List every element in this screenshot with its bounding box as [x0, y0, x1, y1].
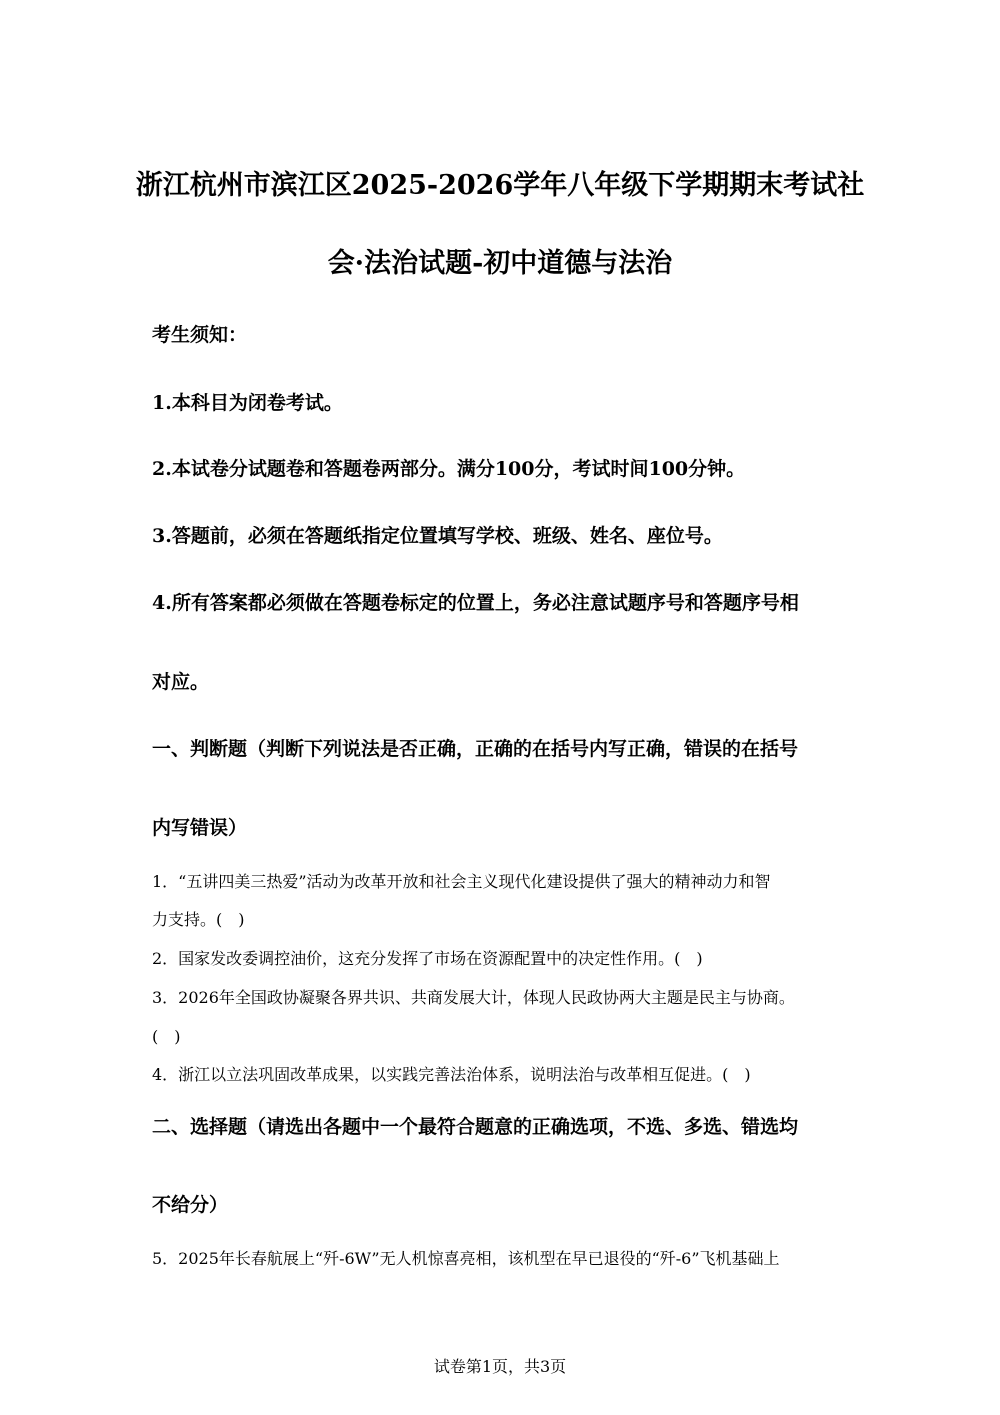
page-footer: 试卷第1页，共3页: [433, 1357, 567, 1376]
notice-item-4-continued: 对应。: [152, 671, 210, 693]
question-2: 2．国家发改委调控油价，这充分发挥了市场在资源配置中的决定性作用。( ): [152, 949, 703, 968]
section2-heading: 二、选择题（请选出各题中一个最符合题意的正确选项，不选、多选、错选均: [152, 1116, 799, 1138]
question-5: 5．2025年长春航展上“歼-6W”无人机惊喜亮相，该机型在早已退役的“歼-6”飞机基础上: [152, 1249, 780, 1268]
section1-heading: 一、判断题（判断下列说法是否正确，正确的在括号内写正确，错误的在括号: [152, 738, 799, 760]
notice-item-4: 4.所有答案都必须做在答题卷标定的位置上，务必注意试题序号和答题序号相: [152, 592, 799, 614]
section1-heading-continued: 内写错误）: [152, 817, 248, 839]
notice-heading: 考生须知：: [152, 324, 248, 346]
exam-title-line-1: 浙江杭州市滨江区2025-2026学年八年级下学期期末考试社: [135, 170, 865, 201]
question-1: 1．“五讲四美三热爱”活动为改革开放和社会主义现代化建设提供了强大的精神动力和智: [152, 872, 771, 891]
section2-heading-continued: 不给分）: [152, 1194, 229, 1216]
question-1-continued: 力支持。( ): [152, 910, 245, 929]
notice-item-3: 3.答题前，必须在答题纸指定位置填写学校、班级、姓名、座位号。: [152, 525, 723, 547]
question-3: 3．2026年全国政协凝聚各界共识、共商发展大计，体现人民政协两大主题是民主与协商。: [152, 988, 795, 1007]
question-4: 4．浙江以立法巩固改革成果，以实践完善法治体系，说明法治与改革相互促进。( ): [152, 1065, 751, 1084]
notice-item-1: 1.本科目为闭卷考试。: [152, 392, 343, 414]
notice-item-2: 2.本试卷分试题卷和答题卷两部分。满分100分，考试时间100分钟。: [152, 458, 746, 480]
question-3-continued: ( ): [152, 1027, 181, 1046]
exam-title-line-2: 会·法治试题-初中道德与法治: [327, 248, 673, 279]
